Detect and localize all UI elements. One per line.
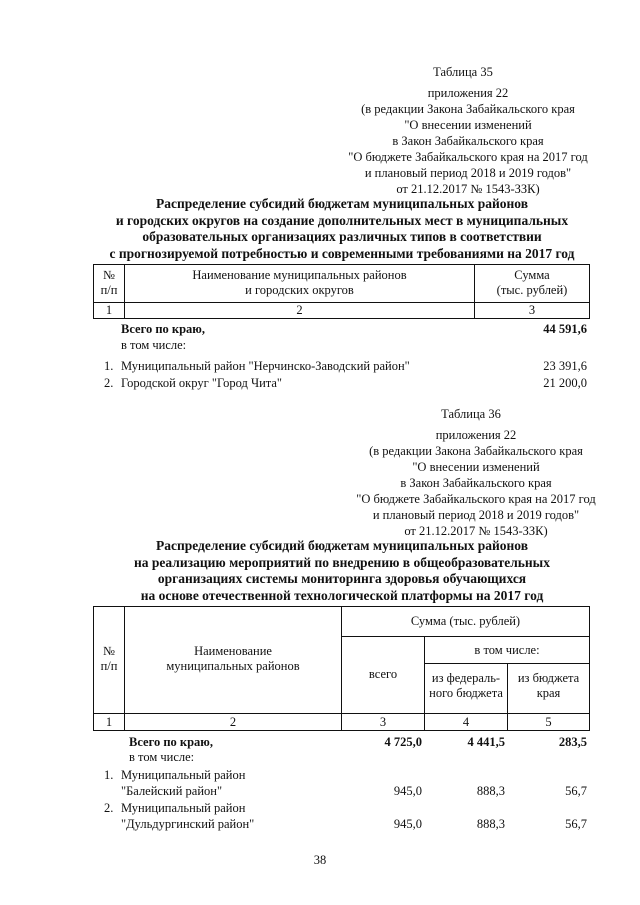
t36-col-num-line: п/п (100, 659, 118, 673)
t35-header-line: от 21.12.2017 № 1543-ЗЗК) (396, 182, 540, 196)
t35-header-line: (в редакции Закона Забайкальского края (361, 102, 575, 116)
t35-index-2: 2 (296, 303, 303, 317)
t36-header-line: в Закон Забайкальского края (400, 476, 552, 490)
t36-total-reg: 283,5 (558, 735, 587, 749)
t35-header-line: и плановый период 2018 и 2019 годов" (364, 166, 572, 180)
t36-row-name: Муниципальный район (121, 768, 246, 782)
t36-title-line: на основе отечественной технологической платформы на 2017 год (140, 587, 544, 603)
t36-row-total: 945,0 (393, 784, 422, 798)
page-number: 38 (313, 853, 327, 867)
t35-index-3: 3 (528, 303, 536, 317)
t36-col-num-header (94, 644, 124, 674)
t36-col-name-line: Наименование (194, 644, 272, 658)
t35-header-line: Таблица 35 (433, 65, 493, 79)
t36-row-name: "Дульдургинский район" (121, 817, 255, 831)
t36-row-total: 945,0 (393, 817, 422, 831)
t35-col-name-line: и городских округов (245, 283, 354, 297)
t36-header-line: приложения 22 (435, 428, 517, 442)
t35-title (92, 196, 592, 262)
t35-title-line: образовательных организациях различных типов в соответствии (142, 229, 542, 244)
t36-index-5: 5 (545, 715, 552, 729)
t36-header-line: "О внесении изменений (412, 460, 540, 474)
t36-including: в том числе: (129, 750, 195, 764)
t35-row-name: Городской округ "Город Чита" (121, 376, 283, 390)
t36-total-all: 4 725,0 (384, 735, 422, 749)
t36-title (92, 538, 592, 604)
t36-title-line: на реализацию мероприятий по внедрению в общеобразовательных (134, 554, 550, 570)
t35-col-name-header (125, 268, 474, 298)
t36-row-reg: 56,7 (565, 784, 587, 798)
t35-line (93, 318, 590, 319)
t35-title-line: Распределение субсидий бюджетам муниципальных районов (155, 196, 529, 211)
t35-total-value: 44 591,6 (543, 322, 587, 336)
t36-col-sum-header: Сумма (тыс. рублей) (410, 614, 521, 628)
t35-header-line: в Закон Забайкальского края (392, 134, 544, 148)
t35-title-line: с прогнозируемой потребностью и современными требованиями на 2017 год (109, 245, 575, 261)
t36-row-num: 2. (104, 801, 114, 815)
t36-col-total-header: всего (368, 667, 398, 681)
t35-row-num: 2. (104, 376, 114, 390)
t36-col-reg-line: края (536, 686, 561, 700)
t35-header-line: "О бюджете Забайкальского края на 2017 год (348, 150, 588, 164)
t35-title-line: и городских округов на создание дополнительных мест в муниципальных (115, 212, 569, 228)
t35-total-label: Всего по краю, (121, 322, 205, 336)
t35-index-1: 1 (105, 303, 113, 317)
t36-row-name: "Балейский район" (121, 784, 223, 798)
t35-row-name: Муниципальный район "Нерчинско-Заводский район" (121, 359, 410, 373)
t35-col-sum-line: Сумма (514, 268, 550, 282)
t36-row-num: 1. (104, 768, 114, 782)
t35-header (318, 64, 618, 197)
t36-col-name-line: муниципальных районов (166, 659, 300, 673)
t35-col-num-line: п/п (100, 283, 118, 297)
t36-header-line: и плановый период 2018 и 2019 годов" (372, 508, 580, 522)
t35-row-sum: 21 200,0 (543, 376, 587, 390)
t36-col-num-line: № (103, 644, 115, 658)
t35-line (589, 264, 590, 319)
t35-header-line: "О внесении изменений (404, 118, 532, 132)
t36-col-reg-line: из бюджета (517, 671, 580, 685)
t36-col-fed-header (425, 671, 507, 701)
t36-index-1: 1 (105, 715, 113, 729)
t35-including: в том числе: (121, 338, 187, 352)
t36-index-3: 3 (379, 715, 387, 729)
t36-row-fed: 888,3 (476, 784, 505, 798)
t36-index-2: 2 (229, 715, 237, 729)
t36-total-label: Всего по краю, (129, 735, 213, 749)
t36-col-incl-header: в том числе: (474, 643, 540, 657)
t36-row-name: Муниципальный район (121, 801, 246, 815)
t36-header-line: (в редакции Закона Забайкальского края (369, 444, 583, 458)
t35-col-num-line: № (103, 268, 115, 282)
t36-header-line: "О бюджете Забайкальского края на 2017 год (356, 492, 596, 506)
t35-col-sum-header (475, 268, 589, 298)
t35-header-line: приложения 22 (427, 86, 509, 100)
t36-col-name-header (125, 644, 341, 674)
t36-col-reg-header (508, 671, 589, 701)
t36-title-line: организациях системы мониторинга здоровья обучающихся (157, 571, 527, 586)
t36-col-fed-line: из федераль- (431, 671, 501, 685)
t36-header-line: Таблица 36 (441, 407, 501, 421)
t36-index-4: 4 (462, 715, 470, 729)
t35-row-sum: 23 391,6 (543, 359, 587, 373)
t36-row-fed: 888,3 (476, 817, 505, 831)
t35-col-name-line: Наименование муниципальных районов (192, 268, 407, 282)
t35-col-sum-line: (тыс. рублей) (496, 283, 568, 297)
t36-col-fed-line: ного бюджета (429, 686, 503, 700)
t36-header-line: от 21.12.2017 № 1543-ЗЗК) (404, 524, 548, 538)
t36-row-reg: 56,7 (565, 817, 587, 831)
t36-header (326, 406, 626, 539)
t36-line (589, 606, 590, 731)
t36-title-line: Распределение субсидий бюджетам муниципальных районов (155, 538, 529, 553)
t36-line (341, 636, 590, 637)
t36-total-fed: 4 441,5 (467, 735, 505, 749)
t35-row-num: 1. (104, 359, 114, 373)
t35-col-num-header (94, 268, 124, 298)
t35-line (93, 264, 590, 265)
